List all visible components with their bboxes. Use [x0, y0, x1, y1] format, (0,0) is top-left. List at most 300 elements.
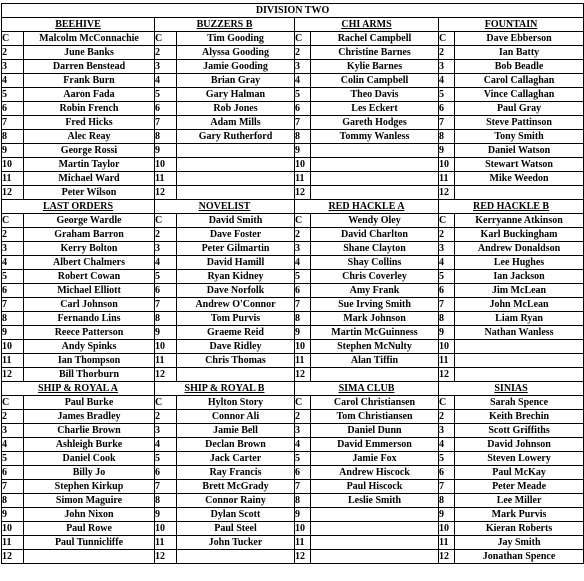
player-name: George Rossi [24, 144, 155, 158]
player-name [311, 508, 439, 522]
player-number: 10 [2, 522, 24, 536]
player-number: 12 [155, 368, 177, 382]
player-number: 3 [295, 424, 311, 438]
team-name: FOUNTAIN [439, 18, 584, 32]
player-number: 12 [439, 368, 455, 382]
player-number: C [439, 32, 455, 46]
player-number: 8 [439, 494, 455, 508]
player-number: 6 [155, 284, 177, 298]
player-number: 12 [295, 368, 311, 382]
player-name [177, 368, 295, 382]
player-number: 8 [155, 130, 177, 144]
player-name: Bob Beadle [455, 60, 584, 74]
player-number: 3 [155, 424, 177, 438]
player-number: 9 [439, 326, 455, 340]
player-row [2, 424, 584, 438]
player-name [311, 536, 439, 550]
player-name: Mark Johnson [311, 312, 439, 326]
player-name: Jamie Fox [311, 452, 439, 466]
player-number: 3 [295, 60, 311, 74]
team-name: RED HACKLE B [439, 200, 584, 214]
player-name: Kieran Roberts [455, 522, 584, 536]
player-row [2, 536, 584, 550]
player-name [311, 522, 439, 536]
player-name: Liam Ryan [455, 312, 584, 326]
player-number: 7 [295, 116, 311, 130]
player-number: 7 [155, 116, 177, 130]
team-name: BUZZERS B [155, 18, 295, 32]
team-name: SHIP & ROYAL A [2, 382, 155, 396]
player-number: 4 [295, 438, 311, 452]
player-name [455, 186, 584, 200]
player-number: 12 [2, 186, 24, 200]
player-name: James Bradley [24, 410, 155, 424]
player-name: Charlie Brown [24, 424, 155, 438]
player-name: Vince Callaghan [455, 88, 584, 102]
player-name: Sue Irving Smith [311, 298, 439, 312]
player-name: Amy Frank [311, 284, 439, 298]
player-name: Reece Patterson [24, 326, 155, 340]
player-name: Hylton Story [177, 396, 295, 410]
player-number: 12 [2, 368, 24, 382]
player-number: 11 [295, 536, 311, 550]
player-number: 2 [295, 228, 311, 242]
player-row [2, 284, 584, 298]
player-number: 10 [155, 522, 177, 536]
player-number: 5 [439, 88, 455, 102]
player-name: Martin Taylor [24, 158, 155, 172]
player-name [177, 186, 295, 200]
player-number: C [439, 396, 455, 410]
player-number: 6 [439, 284, 455, 298]
player-number: 4 [295, 74, 311, 88]
player-name: Alyssa Gooding [177, 46, 295, 60]
team-name: RED HACKLE A [295, 200, 439, 214]
team-header-row [2, 200, 584, 214]
player-number: 12 [295, 550, 311, 564]
player-number: C [295, 32, 311, 46]
player-number: 8 [439, 130, 455, 144]
player-number: 12 [439, 186, 455, 200]
player-number: 9 [439, 508, 455, 522]
player-name: Daniel Cook [24, 452, 155, 466]
player-row [2, 354, 584, 368]
player-name: Tony Smith [455, 130, 584, 144]
player-name: John Tucker [177, 536, 295, 550]
player-name: Jonathan Spence [455, 550, 584, 564]
player-name: Martin McGuinness [311, 326, 439, 340]
player-name: Mark Purvis [455, 508, 584, 522]
player-number: 9 [155, 326, 177, 340]
player-row [2, 242, 584, 256]
player-name: Paul Tunnicliffe [24, 536, 155, 550]
player-name: Michael Elliott [24, 284, 155, 298]
player-name: Paul Hiscock [311, 480, 439, 494]
player-name: Aaron Fada [24, 88, 155, 102]
player-name: Shay Collins [311, 256, 439, 270]
player-number: 10 [155, 340, 177, 354]
player-number: 10 [439, 158, 455, 172]
player-name: Tim Gooding [177, 32, 295, 46]
player-name [24, 550, 155, 564]
player-name [311, 144, 439, 158]
player-name: Carol Christiansen [311, 396, 439, 410]
player-row [2, 438, 584, 452]
team-name: BEEHIVE [2, 18, 155, 32]
player-row [2, 466, 584, 480]
player-name: Bill Thorburn [24, 368, 155, 382]
player-number: 11 [2, 354, 24, 368]
player-name: Ryan Kidney [177, 270, 295, 284]
player-name: Connor Rainy [177, 494, 295, 508]
player-number: 9 [2, 144, 24, 158]
player-number: 10 [295, 158, 311, 172]
player-number: 5 [295, 452, 311, 466]
player-row [2, 74, 584, 88]
player-number: 12 [2, 550, 24, 564]
player-number: 6 [295, 284, 311, 298]
player-number: 2 [439, 228, 455, 242]
player-number: 10 [295, 340, 311, 354]
player-number: 8 [439, 312, 455, 326]
player-name: Declan Brown [177, 438, 295, 452]
player-number: 5 [439, 270, 455, 284]
player-number: 4 [155, 438, 177, 452]
player-row [2, 270, 584, 284]
player-name: Stewart Watson [455, 158, 584, 172]
player-name: Gary Rutherford [177, 130, 295, 144]
player-name: Andrew O'Connor [177, 298, 295, 312]
player-number: 8 [295, 130, 311, 144]
player-number: 2 [295, 410, 311, 424]
player-number: 9 [2, 326, 24, 340]
player-name: Robin French [24, 102, 155, 116]
player-row [2, 298, 584, 312]
player-row [2, 102, 584, 116]
player-name: David Emmerson [311, 438, 439, 452]
player-name: Paul Gray [455, 102, 584, 116]
player-name: David Hamill [177, 256, 295, 270]
player-name: Carl Johnson [24, 298, 155, 312]
player-name: Stephen McNulty [311, 340, 439, 354]
player-row [2, 494, 584, 508]
player-name: Peter Meade [455, 480, 584, 494]
player-name: George Wardle [24, 214, 155, 228]
player-number: 2 [155, 228, 177, 242]
player-name: Graham Barron [24, 228, 155, 242]
player-name: Michael Ward [24, 172, 155, 186]
player-number: 7 [439, 480, 455, 494]
player-number: 4 [2, 438, 24, 452]
player-name: Nathan Wanless [455, 326, 584, 340]
team-name: SHIP & ROYAL B [155, 382, 295, 396]
player-name: Frank Burn [24, 74, 155, 88]
player-name [311, 172, 439, 186]
player-name: Karl Buckingham [455, 228, 584, 242]
team-name: SIMA CLUB [295, 382, 439, 396]
player-number: 2 [295, 46, 311, 60]
player-number: 8 [155, 494, 177, 508]
player-number: 11 [439, 172, 455, 186]
player-name: Dave Norfolk [177, 284, 295, 298]
player-name: Kerryanne Atkinson [455, 214, 584, 228]
player-number: 10 [295, 522, 311, 536]
player-name: Steve Pattinson [455, 116, 584, 130]
team-header-row [2, 382, 584, 396]
player-name: Simon Maguire [24, 494, 155, 508]
player-number: 2 [2, 46, 24, 60]
player-number: 9 [2, 508, 24, 522]
player-number: 7 [2, 116, 24, 130]
player-name: John Nixon [24, 508, 155, 522]
player-number: 4 [439, 74, 455, 88]
player-row [2, 410, 584, 424]
player-name: June Banks [24, 46, 155, 60]
player-number: 2 [2, 228, 24, 242]
player-number: 10 [439, 522, 455, 536]
player-name: Sarah Spence [455, 396, 584, 410]
player-number: 10 [155, 158, 177, 172]
player-row [2, 396, 584, 410]
player-number: 4 [2, 74, 24, 88]
player-name: Darren Benstead [24, 60, 155, 74]
player-number: 10 [2, 340, 24, 354]
player-number: 11 [155, 354, 177, 368]
player-row [2, 368, 584, 382]
player-number: C [2, 396, 24, 410]
player-number: 11 [439, 354, 455, 368]
player-name: Brett McGrady [177, 480, 295, 494]
player-name: Mike Weedon [455, 172, 584, 186]
player-row [2, 60, 584, 74]
player-name: Jay Smith [455, 536, 584, 550]
player-name: Jamie Gooding [177, 60, 295, 74]
player-number: 6 [439, 466, 455, 480]
player-number: 7 [295, 480, 311, 494]
player-number: 3 [295, 242, 311, 256]
player-name: Adam Mills [177, 116, 295, 130]
player-number: 4 [155, 74, 177, 88]
player-number: 9 [439, 144, 455, 158]
player-name: Tom Purvis [177, 312, 295, 326]
team-name: SINIAS [439, 382, 584, 396]
player-name: Kylie Barnes [311, 60, 439, 74]
player-row [2, 32, 584, 46]
player-name: Robert Cowan [24, 270, 155, 284]
player-number: 8 [155, 312, 177, 326]
player-number: 4 [295, 256, 311, 270]
player-number: 9 [155, 508, 177, 522]
player-name: Lee Hughes [455, 256, 584, 270]
player-name: Steven Lowery [455, 452, 584, 466]
player-number: 6 [155, 466, 177, 480]
player-name: Rachel Campbell [311, 32, 439, 46]
player-number: 2 [155, 410, 177, 424]
player-number: C [155, 32, 177, 46]
player-name: Albert Chalmers [24, 256, 155, 270]
player-name: David Smith [177, 214, 295, 228]
player-number: 4 [2, 256, 24, 270]
player-row [2, 116, 584, 130]
player-name [311, 186, 439, 200]
player-number: 6 [2, 466, 24, 480]
player-row [2, 508, 584, 522]
player-name: Andy Spinks [24, 340, 155, 354]
player-number: 7 [2, 298, 24, 312]
title-row [2, 4, 584, 18]
player-number: C [2, 214, 24, 228]
player-name: Daniel Dunn [311, 424, 439, 438]
player-name: Wendy Oley [311, 214, 439, 228]
player-number: 8 [295, 312, 311, 326]
player-number: 2 [439, 410, 455, 424]
player-row [2, 312, 584, 326]
player-name: Jamie Bell [177, 424, 295, 438]
player-number: 5 [155, 452, 177, 466]
player-name: Ray Francis [177, 466, 295, 480]
player-number: 12 [155, 550, 177, 564]
player-number: 6 [155, 102, 177, 116]
player-name [455, 368, 584, 382]
player-number: 8 [2, 130, 24, 144]
player-number: 5 [2, 270, 24, 284]
division-title: DIVISION TWO [2, 4, 584, 18]
player-name: Peter Wilson [24, 186, 155, 200]
player-row [2, 46, 584, 60]
player-number: 12 [295, 186, 311, 200]
player-name: Colin Campbell [311, 74, 439, 88]
player-row [2, 130, 584, 144]
player-number: 9 [295, 508, 311, 522]
player-row [2, 172, 584, 186]
player-name: Fred Hicks [24, 116, 155, 130]
player-name: Carol Callaghan [455, 74, 584, 88]
player-number: 8 [295, 494, 311, 508]
player-number: 11 [2, 172, 24, 186]
player-name: Andrew Donaldson [455, 242, 584, 256]
player-number: 3 [2, 242, 24, 256]
player-number: 5 [2, 88, 24, 102]
player-name: Paul Burke [24, 396, 155, 410]
player-name: Connor Ali [177, 410, 295, 424]
player-number: 6 [2, 284, 24, 298]
player-number: 11 [2, 536, 24, 550]
player-name: Alan Tiffin [311, 354, 439, 368]
player-number: C [155, 396, 177, 410]
player-row [2, 256, 584, 270]
player-number: 2 [439, 46, 455, 60]
player-name: Ashleigh Burke [24, 438, 155, 452]
player-name: Tommy Wanless [311, 130, 439, 144]
player-row [2, 144, 584, 158]
player-name: Jim McLean [455, 284, 584, 298]
player-name: Fernando Lins [24, 312, 155, 326]
player-name [455, 340, 584, 354]
player-number: 6 [295, 102, 311, 116]
player-number: 7 [295, 298, 311, 312]
player-name: Jack Carter [177, 452, 295, 466]
player-number: 11 [155, 172, 177, 186]
player-name [177, 550, 295, 564]
player-name: Tom Christiansen [311, 410, 439, 424]
player-name: Dave Ridley [177, 340, 295, 354]
player-number: 7 [439, 116, 455, 130]
player-number: 3 [2, 60, 24, 74]
player-name: Paul Rowe [24, 522, 155, 536]
player-number: 7 [155, 480, 177, 494]
player-name: Billy Jo [24, 466, 155, 480]
player-name: Ian Thompson [24, 354, 155, 368]
player-number: 2 [155, 46, 177, 60]
player-name: Gary Halman [177, 88, 295, 102]
player-number: C [295, 396, 311, 410]
player-number: 9 [295, 144, 311, 158]
player-name: Paul Steel [177, 522, 295, 536]
player-name: Kerry Bolton [24, 242, 155, 256]
player-name: Dave Ebberson [455, 32, 584, 46]
player-name: Les Eckert [311, 102, 439, 116]
player-number: 4 [439, 438, 455, 452]
player-name: Leslie Smith [311, 494, 439, 508]
player-number: C [155, 214, 177, 228]
player-name: Lee Miller [455, 494, 584, 508]
player-row [2, 228, 584, 242]
player-name [455, 354, 584, 368]
player-row [2, 186, 584, 200]
player-name: Alec Reay [24, 130, 155, 144]
player-number: 6 [2, 102, 24, 116]
team-name: NOVELIST [155, 200, 295, 214]
player-name: Chris Coverley [311, 270, 439, 284]
player-number: C [2, 32, 24, 46]
player-number: 6 [439, 102, 455, 116]
player-number: C [439, 214, 455, 228]
team-header-row [2, 18, 584, 32]
division-roster-table [1, 3, 584, 564]
player-number: 5 [155, 270, 177, 284]
player-number: 11 [439, 536, 455, 550]
player-name: John McLean [455, 298, 584, 312]
player-number: 11 [295, 172, 311, 186]
player-row [2, 158, 584, 172]
player-number: 12 [439, 550, 455, 564]
player-number: 8 [2, 312, 24, 326]
player-name: Dylan Scott [177, 508, 295, 522]
player-number: 9 [295, 326, 311, 340]
player-row [2, 326, 584, 340]
player-number: 3 [439, 60, 455, 74]
player-number: 3 [2, 424, 24, 438]
player-name [311, 368, 439, 382]
player-number: 3 [155, 60, 177, 74]
player-number: 10 [2, 158, 24, 172]
player-row [2, 340, 584, 354]
player-number: 7 [439, 298, 455, 312]
player-row [2, 550, 584, 564]
player-number: 3 [439, 242, 455, 256]
player-name: Malcolm McConnachie [24, 32, 155, 46]
player-row [2, 452, 584, 466]
player-number: 5 [439, 452, 455, 466]
player-name [311, 158, 439, 172]
player-name [177, 144, 295, 158]
player-name: Theo Davis [311, 88, 439, 102]
player-number: 7 [155, 298, 177, 312]
team-name: LAST ORDERS [2, 200, 155, 214]
player-row [2, 88, 584, 102]
player-number: 4 [155, 256, 177, 270]
player-name: Paul McKay [455, 466, 584, 480]
